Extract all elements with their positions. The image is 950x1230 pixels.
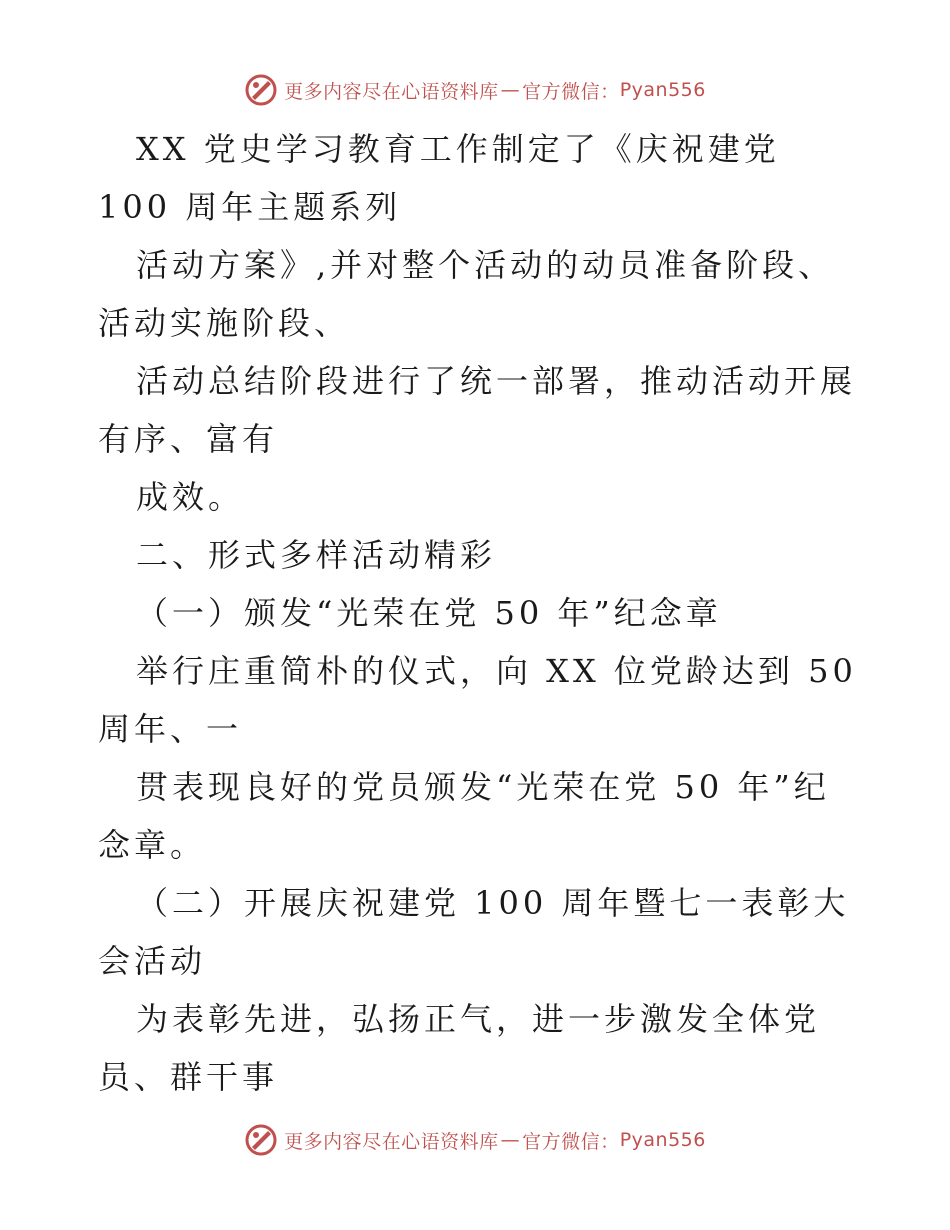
paragraph-3: 活动总结阶段进行了统一部署，推动活动开展有序、富有 <box>98 362 857 458</box>
banner-brand: 更多内容尽在心语资料库 <box>284 1130 499 1153</box>
section-heading-2: 二、形式多样活动精彩 <box>136 536 497 574</box>
paragraph-7: 为表彰先进，弘扬正气，进一步激发全体党员、群干事 <box>98 1000 821 1096</box>
paragraph-5: 举行庄重简朴的仪式，向 XX 位党龄达到 50 周年、一 <box>98 652 857 748</box>
banner-handle: Pyan556 <box>619 1129 706 1151</box>
subheading-2: （二）开展庆祝建党 100 周年暨七一表彰大会活动 <box>98 884 850 980</box>
banner-wechat-label: 官方微信： <box>522 1130 620 1153</box>
header-banner <box>0 70 950 110</box>
document-body <box>98 120 858 1106</box>
paragraph-6: 贯表现良好的党员颁发“光荣在党 50 年”纪念章。 <box>98 768 830 864</box>
banner-brand: 更多内容尽在心语资料库 <box>284 80 499 103</box>
banner-handle: Pyan556 <box>619 79 706 101</box>
banner-dash: — <box>500 1129 521 1151</box>
banner-dash: — <box>500 79 521 101</box>
paragraph-2: 活动方案》,并对整个活动的动员准备阶段、活动实施阶段、 <box>98 246 835 342</box>
paragraph-1: XX 党史学习教育工作制定了《庆祝建党 100 周年主题系列 <box>98 130 780 226</box>
subheading-1: （一）颁发“光荣在党 50 年”纪念章 <box>136 594 722 632</box>
footer-banner <box>0 1120 950 1160</box>
logo-icon <box>244 1123 278 1157</box>
logo-icon <box>244 73 278 107</box>
paragraph-4: 成效。 <box>136 478 245 516</box>
banner-wechat-label: 官方微信： <box>522 80 620 103</box>
